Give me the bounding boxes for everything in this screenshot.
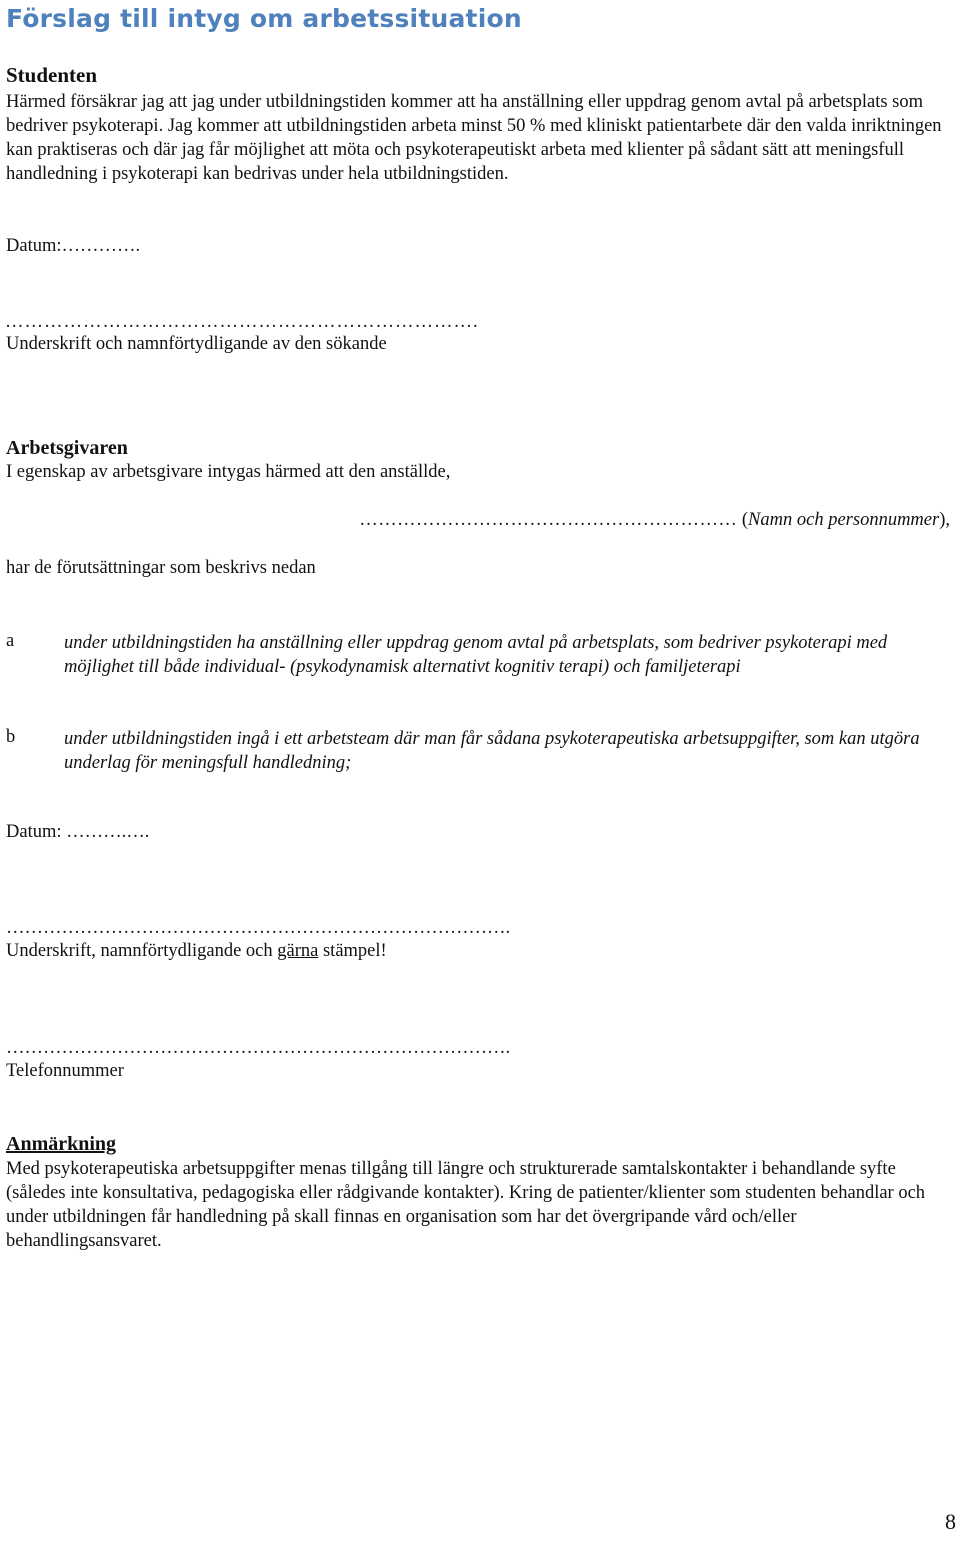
student-paragraph: Härmed försäkrar jag att jag under utbildningstiden kommer att ha anställning eller uppdrag genom avtal på arbetsplats som bedriver psykoterapi. Jag kommer att utbildningstiden arbeta minst 50 % med kliniskt patientarbete där den valda inriktningen kan praktiseras och där jag får möjlighet att möta och psykoterapeutiskt arbeta med klienter på sådant sätt att meningsfull handledning i psykoterapi kan bedrivas under hela utbildningstiden. [6, 92, 942, 184]
employee-name-line [0, 510, 950, 531]
condition-a-text: under utbildningstiden ha anställning eller uppdrag genom avtal på arbetsplats, som bedriver psykoterapi med möjlighet till både individual- (psykodynamisk alternativt kognitiv terapi) och familjeterapi [64, 633, 888, 677]
page-title: Förslag till intyg om arbetssituation [6, 4, 522, 33]
condition-b-letter: b [6, 727, 16, 747]
paren-open: ( [737, 510, 749, 530]
employee-name-hint: Namn och personnummer [748, 510, 940, 530]
condition-b-text: under utbildningstiden ingå i ett arbetsteam där man får sådana psykoterapeutiska arbetsuppgifter, som kan utgöra underlag för meningsfull handledning; [64, 729, 920, 773]
note-text: Med psykoterapeutiska arbetsuppgifter menas tillgång till längre och strukturerade samtalskontakter i behandlande syfte (således inte konsultativa, pedagogiska eller rådgivande kontakter). Kring de patienter/klienter som studenten behandlar och under utbildningen får handledning på skall finnas en organisation som har det övergripande vård och/eller behandlingsansvaret. [6, 1159, 926, 1251]
student-signature-label: Underskrift och namnförtydligande av den sökande [6, 334, 387, 354]
paren-close: ), [939, 510, 950, 530]
phone-line: ………………………………………………………………………. [6, 1038, 511, 1058]
student-heading: Studenten [6, 63, 98, 87]
phone-label: Telefonnummer [6, 1061, 124, 1081]
note-heading: Anmärkning [6, 1133, 117, 1155]
student-date-field: Datum:…………. [6, 236, 141, 256]
condition-a-letter: a [6, 631, 15, 651]
signature-label-underlined: gärna [277, 941, 319, 961]
conditions-intro: har de förutsättningar som beskrivs nedan [6, 558, 316, 578]
employer-signature-line: ………………………………………………………………………. [6, 918, 511, 938]
student-signature-line: ………………………………………………………………. [5, 312, 479, 332]
signature-label-post: stämpel! [318, 941, 387, 961]
employer-date-field: Datum: ……….…. [6, 822, 150, 842]
signature-label-pre: Underskrift, namnförtydligande och [6, 941, 278, 961]
employee-name-dots: …………………………………………………… [359, 510, 738, 530]
employer-signature-label [6, 941, 387, 962]
employer-heading: Arbetsgivaren [6, 437, 128, 459]
employer-intro: I egenskap av arbetsgivare intygas härmed att den anställde, [6, 462, 451, 482]
page-number: 8 [945, 1509, 956, 1534]
